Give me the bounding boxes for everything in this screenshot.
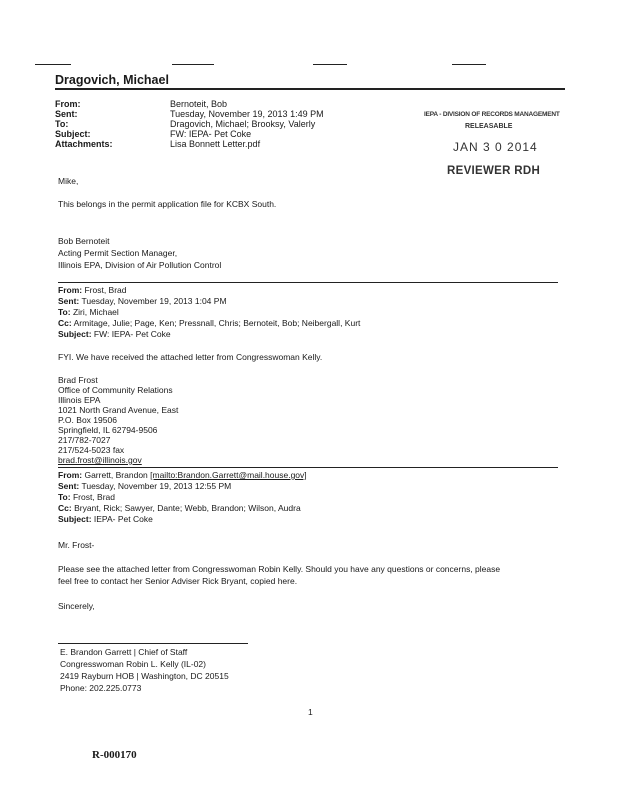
top-rule-2 xyxy=(172,64,214,65)
fwd1-sig-line-3: 1021 North Grand Avenue, East xyxy=(58,405,179,415)
fwd2-body-line-2: feel free to contact her Senior Adviser Rick Bryant, copied here. xyxy=(58,576,298,586)
msg1-sig-title: Acting Permit Section Manager, xyxy=(58,248,178,258)
fwd2-closing: Sincerely, xyxy=(58,601,95,611)
fwd1-rule xyxy=(58,282,558,283)
fwd1-sig-line-7: 217/524-5023 fax xyxy=(58,445,125,455)
fwd2-sent-value: Tuesday, November 19, 2013 12:55 PM xyxy=(81,481,232,491)
fwd1-sig-line-2: Illinois EPA xyxy=(58,395,101,405)
fwd2-mailto-link[interactable]: [mailto:Brandon.Garrett@mail.house.gov] xyxy=(150,470,307,480)
fwd2-sig-line-1: Congresswoman Robin L. Kelly (IL-02) xyxy=(60,659,206,669)
header-to-label: To: xyxy=(55,119,69,129)
fwd2-to xyxy=(58,492,115,502)
stamp-line2: RELEASABLE xyxy=(465,123,513,130)
sender-name: Dragovich, Michael xyxy=(55,73,169,87)
msg1-body: This belongs in the permit application file for KCBX South. xyxy=(58,199,277,209)
fwd1-sent xyxy=(58,296,227,306)
fwd2-sent xyxy=(58,481,231,491)
fwd2-sig-line-2: 2419 Rayburn HOB | Washington, DC 20515 xyxy=(60,671,229,681)
fwd2-sig-line-3: Phone: 202.225.0773 xyxy=(60,683,142,693)
fwd2-to-value: Frost, Brad xyxy=(72,492,116,502)
header-subject-value: FW: IEPA- Pet Coke xyxy=(170,129,252,139)
fwd1-to-label: To: xyxy=(58,307,71,317)
fwd1-subject-value: FW: IEPA- Pet Coke xyxy=(93,329,171,339)
fwd1-from-value: Frost, Brad xyxy=(84,285,127,295)
fwd1-to-value: Ziri, Michael xyxy=(72,307,119,317)
msg1-sig-name: Bob Bernoteit xyxy=(58,236,110,246)
fwd1-sent-value: Tuesday, November 19, 2013 1:04 PM xyxy=(81,296,227,306)
fwd2-greeting: Mr. Frost- xyxy=(58,540,95,550)
header-to-value: Dragovich, Michael; Brooksy, Valerly xyxy=(170,119,316,129)
fwd1-from xyxy=(58,285,127,295)
fwd1-to xyxy=(58,307,119,317)
top-rule-4 xyxy=(452,64,486,65)
fwd2-cc xyxy=(58,503,301,513)
fwd2-sig-line-0: E. Brandon Garrett | Chief of Staff xyxy=(60,647,188,657)
fwd1-sig-line-5: Springfield, IL 62794-9506 xyxy=(58,425,158,435)
header-sent-label: Sent: xyxy=(55,109,78,119)
fwd2-cc-value: Bryant, Rick; Sawyer, Dante; Webb, Brandon; Wilson, Audra xyxy=(74,503,301,513)
stamp-reviewer: REVIEWER RDH xyxy=(447,165,541,177)
header-attachments-label: Attachments: xyxy=(55,139,113,149)
fwd2-subject-label: Subject: xyxy=(58,514,92,524)
fwd1-cc-value: Armitage, Julie; Page, Ken; Pressnall, Chris; Bernoteit, Bob; Neibergall, Kurt xyxy=(73,318,361,328)
fwd1-cc-label: Cc: xyxy=(58,318,72,328)
fwd2-rule xyxy=(58,467,558,468)
header-from-value: Bernoteit, Bob xyxy=(170,99,228,109)
fwd1-from-label: From: xyxy=(58,285,83,295)
fwd1-sig-line-6: 217/782-7027 xyxy=(58,435,111,445)
fwd1-subject xyxy=(58,329,171,339)
stamp-line1: IEPA - DIVISION OF RECORDS MANAGEMENT xyxy=(424,111,560,118)
header-sent-value: Tuesday, November 19, 2013 1:49 PM xyxy=(170,109,324,119)
header-subject-label: Subject: xyxy=(55,129,91,139)
top-rule-3 xyxy=(313,64,347,65)
fwd1-sig-line-4: P.O. Box 19506 xyxy=(58,415,117,425)
msg1-greeting: Mike, xyxy=(58,176,79,186)
fwd1-sig-line-0: Brad Frost xyxy=(58,375,98,385)
page-number: 1 xyxy=(308,707,313,717)
fwd2-sent-label: Sent: xyxy=(58,481,80,491)
stamp-date: JAN 3 0 2014 xyxy=(453,140,538,154)
fwd2-body-line-1: Please see the attached letter from Congresswoman Robin Kelly. Should you have any questions or concerns, please xyxy=(58,564,501,574)
fwd2-subject-value: IEPA- Pet Coke xyxy=(93,514,153,524)
header-rule xyxy=(55,88,565,90)
fwd2-cc-label: Cc: xyxy=(58,503,72,513)
fwd1-sent-label: Sent: xyxy=(58,296,80,306)
fwd1-cc xyxy=(58,318,360,328)
header-from-label: From: xyxy=(55,99,81,109)
msg1-sig-org: Illinois EPA, Division of Air Pollution Control xyxy=(58,260,222,270)
bates-number: R-000170 xyxy=(92,749,137,761)
fwd1-body: FYI. We have received the attached letter from Congresswoman Kelly. xyxy=(58,352,323,362)
fwd1-sig-line-1: Office of Community Relations xyxy=(58,385,173,395)
fwd1-sig-email-link[interactable]: brad.frost@illinois.gov xyxy=(58,455,142,465)
header-attachments-value: Lisa Bonnett Letter.pdf xyxy=(170,139,261,149)
top-rule-1 xyxy=(35,64,71,65)
fwd2-from xyxy=(58,470,307,480)
fwd2-from-label: From: xyxy=(58,470,83,480)
signature-rule xyxy=(58,643,248,644)
fwd1-subject-label: Subject: xyxy=(58,329,92,339)
fwd2-to-label: To: xyxy=(58,492,71,502)
fwd2-from-value: Garrett, Brandon xyxy=(84,470,151,480)
fwd2-subject xyxy=(58,514,153,524)
